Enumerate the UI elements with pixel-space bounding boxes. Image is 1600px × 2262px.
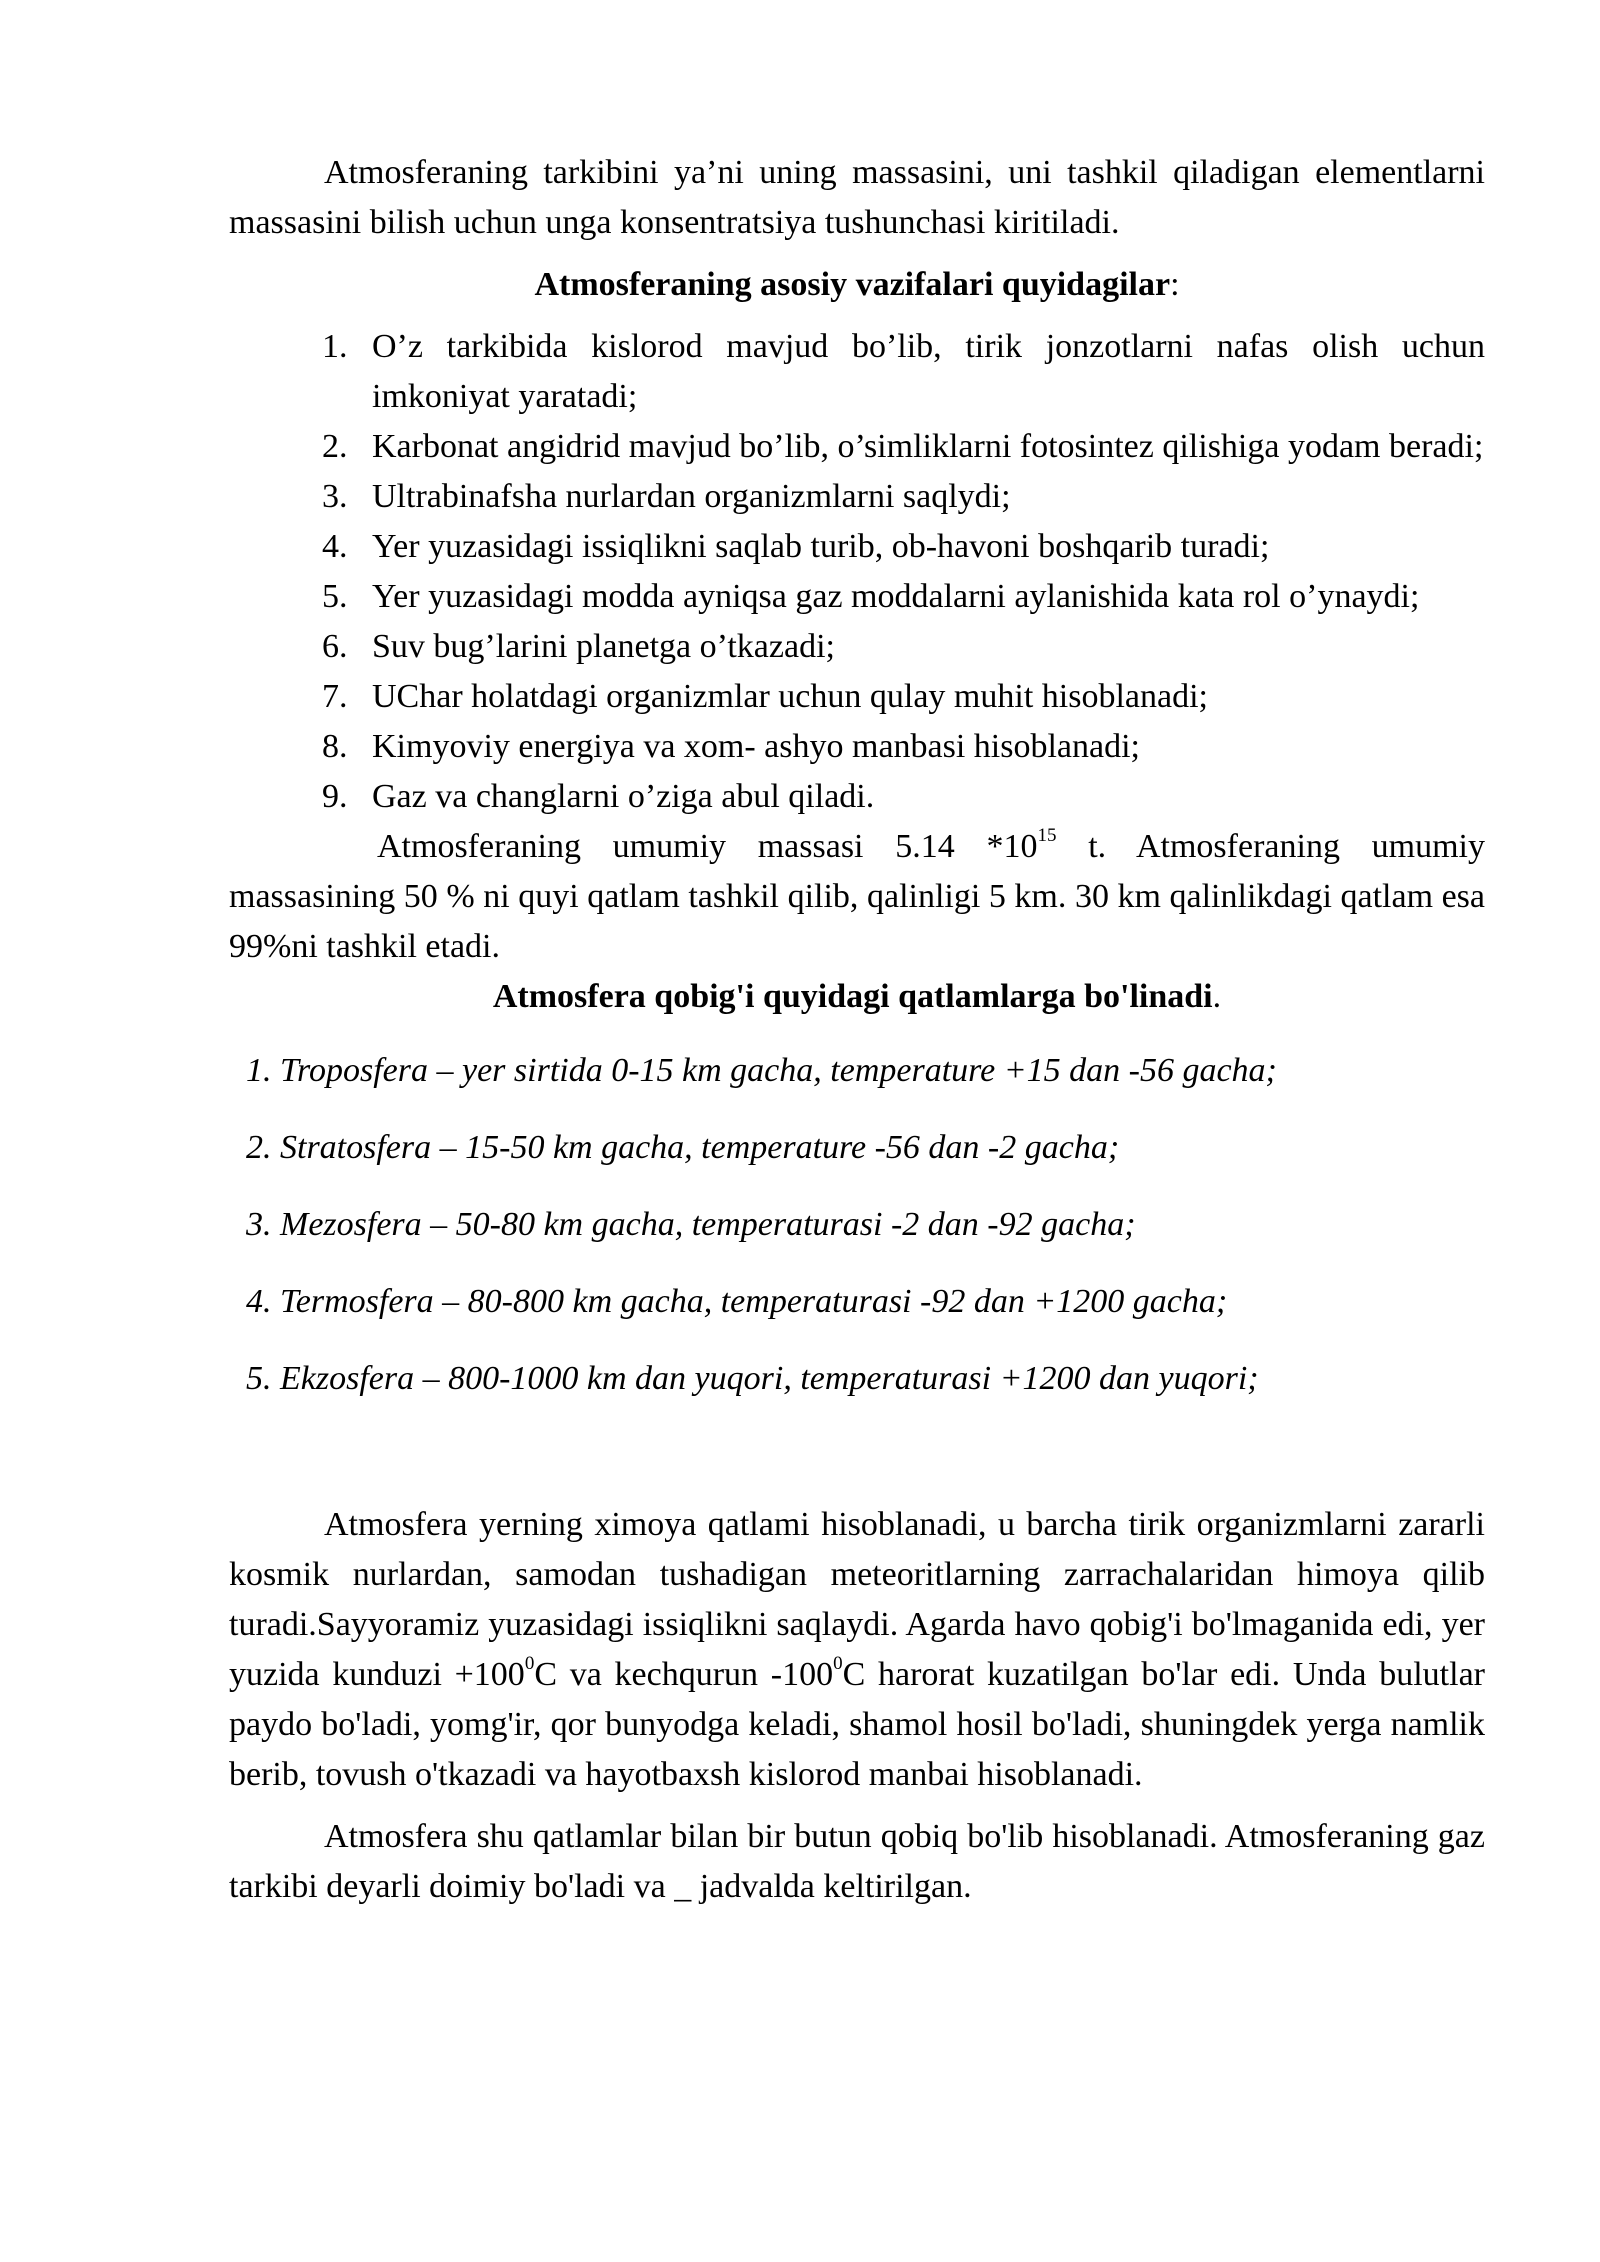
list-item-text: Karbonat angidrid mavjud bo’lib, o’simliklarni fotosintez qilishiga yodam beradi; xyxy=(372,428,1484,465)
list-item-text: Yer yuzasidagi modda ayniqsa gaz moddalarni aylanishida kata rol o’ynaydi; xyxy=(372,578,1420,615)
layer-item: 3. Mezosfera – 50-80 km gacha, temperaturasi -2 dan -92 gacha; xyxy=(246,1206,1136,1243)
list-item-number: 2. xyxy=(322,428,348,465)
mass-text-start: Atmosferaning umumiy massasi 5.14 *10 xyxy=(377,828,1038,865)
list-item-number: 1. xyxy=(322,328,348,365)
protection-paragraph xyxy=(229,1500,1485,1800)
list-item xyxy=(229,422,1485,472)
tasks-list xyxy=(229,322,1485,822)
list-item xyxy=(229,522,1485,572)
document-page xyxy=(229,148,1485,1912)
list-item xyxy=(229,772,1485,822)
degree-mark: 0 xyxy=(833,1652,843,1674)
protection-text-1: Atmosfera yerning ximoya qatlami hisoblanadi, u barcha tirik organizmlarni zararli kosmik nurlardan, samodan tushadigan meteoritlarning zarrachalaridan himoya qilib turadi.Sayyoramiz yuzasidagi issiqlikni saqlaydi. Agarda havo qobig'i bo'lmaganida edi, yer yuzida kunduzi +100 xyxy=(229,1506,1485,1693)
mass-paragraph xyxy=(229,822,1485,972)
tasks-heading xyxy=(229,260,1485,310)
layers-heading-text: Atmosfera qobig'i quyidagi qatlamlarga bo'linadi xyxy=(492,978,1213,1015)
list-item-number: 6. xyxy=(322,628,348,665)
list-item-text: Ultrabinafsha nurlardan organizmlarni saqlydi; xyxy=(372,478,1011,515)
list-item xyxy=(229,622,1485,672)
list-item-text: O’z tarkibida kislorod mavjud bo’lib, tirik jonzotlarni nafas olish uchun imkoniyat yaratadi; xyxy=(372,328,1485,415)
list-item-number: 5. xyxy=(322,578,348,615)
layer-item: 1. Troposfera – yer sirtida 0-15 km gacha, temperature +15 dan -56 gacha; xyxy=(246,1052,1277,1089)
list-item-text: Gaz va changlarni o’ziga abul qiladi. xyxy=(372,778,875,815)
degree-mark: 0 xyxy=(524,1652,535,1674)
list-item xyxy=(229,472,1485,522)
list-item-text: Kimyoviy energiya va xom- ashyo manbasi hisoblanadi; xyxy=(372,728,1141,765)
list-item-text: Yer yuzasidagi issiqlikni saqlab turib, ob-havoni boshqarib turadi; xyxy=(372,528,1270,565)
list-item xyxy=(229,322,1485,422)
layers-heading xyxy=(229,972,1485,1022)
layer-item: 4. Termosfera – 80-800 km gacha, temperaturasi -92 dan +1200 gacha; xyxy=(246,1283,1228,1320)
intro-paragraph: Atmosferaning tarkibini ya’ni uning massasini, uni tashkil qiladigan elementlarni massasini bilish uchun unga konsentratsiya tushunchasi kiritiladi. xyxy=(229,154,1485,241)
closing-paragraph: Atmosfera shu qatlamlar bilan bir butun qobiq bo'lib hisoblanadi. Atmosferaning gaz tarkibi deyarli doimiy bo'ladi va _ jadvalda keltirilgan. xyxy=(229,1818,1485,1905)
tasks-heading-text: Atmosferaning asosiy vazifalari quyidagilar xyxy=(534,266,1171,303)
list-item xyxy=(229,672,1485,722)
protection-text-3: C harorat kuzatilgan bo'lar edi. Unda bulutlar paydo bo'ladi, yomg'ir, qor bunyodga keladi, shamol hosil bo'ladi, shuningdek yerga namlik berib, tovush o'tkazadi va hayotbaxsh kislorod manbai hisoblanadi. xyxy=(229,1656,1485,1793)
list-item-number: 3. xyxy=(322,478,348,515)
list-item-number: 4. xyxy=(322,528,348,565)
layer-item: 5. Ekzosfera – 800-1000 km dan yuqori, temperaturasi +1200 dan yuqori; xyxy=(246,1360,1259,1397)
layers-heading-dot: . xyxy=(1212,978,1222,1015)
list-item-number: 8. xyxy=(322,728,348,765)
list-item-number: 9. xyxy=(322,778,348,815)
protection-text-2: C va kechqurun -100 xyxy=(534,1656,834,1693)
list-item xyxy=(229,572,1485,622)
layer-item: 2. Stratosfera – 15-50 km gacha, temperature -56 dan -2 gacha; xyxy=(246,1129,1120,1166)
mass-text-end: t. Atmosferaning umumiy massasining 50 % ni quyi qatlam tashkil qilib, qalinligi 5 km. 30 km qalinlikdagi qatlam esa 99%ni tashkil etadi. xyxy=(229,828,1486,965)
list-item xyxy=(229,722,1485,772)
list-item-text: Suv bug’larini planetga o’tkazadi; xyxy=(372,628,835,665)
mass-exponent: 15 xyxy=(1037,824,1057,846)
list-item-number: 7. xyxy=(322,678,348,715)
tasks-heading-colon: : xyxy=(1170,266,1180,303)
list-item-text: UChar holatdagi organizmlar uchun qulay muhit hisoblanadi; xyxy=(372,678,1208,715)
layers-list xyxy=(229,1046,1485,1431)
